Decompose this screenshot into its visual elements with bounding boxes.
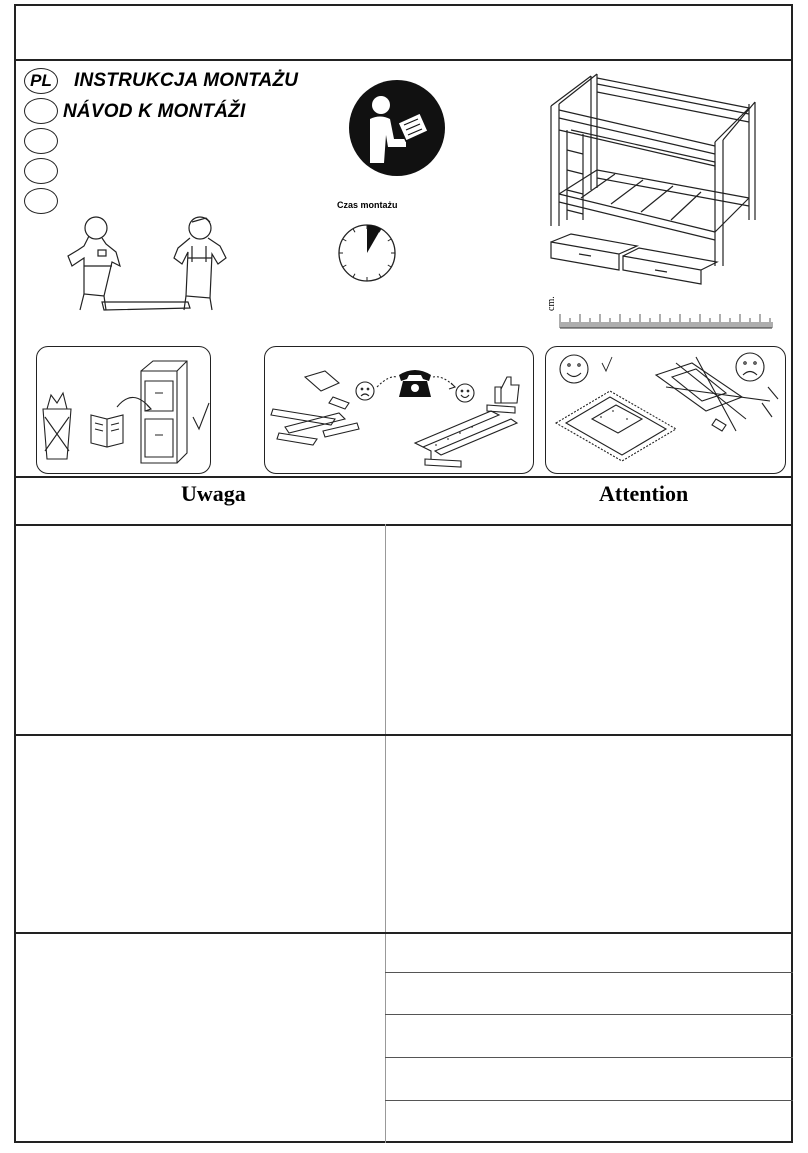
language-badge-empty <box>24 158 58 184</box>
telephone-icon <box>399 370 431 397</box>
left-heading: Uwaga <box>181 481 246 506</box>
section-divider-top <box>16 476 791 478</box>
title-czech: NÁVOD K MONTÁŽI <box>63 101 246 122</box>
row-divider-2 <box>16 932 791 934</box>
panel-protect-floor <box>545 346 786 474</box>
right-heading: Attention <box>599 481 689 506</box>
clock-icon <box>336 222 398 284</box>
row-divider-1 <box>16 734 791 736</box>
language-badge-pl <box>24 68 58 94</box>
ruler-scale <box>546 302 778 332</box>
title-polish: INSTRUKCJA MONTAŻU <box>74 70 299 91</box>
panel-keep-instructions <box>36 346 211 474</box>
bunk-bed-illustration <box>531 70 761 290</box>
protect-floor-illustration <box>546 347 786 474</box>
panel-check-parts <box>264 346 534 474</box>
top-blank-band <box>16 6 791 61</box>
column-separator <box>385 524 386 1143</box>
check-parts-illustration <box>265 347 534 474</box>
language-code: PL <box>30 71 52 90</box>
page-frame <box>14 4 793 1143</box>
two-workers-illustration <box>56 206 236 316</box>
section-divider-headings <box>16 524 791 526</box>
right-row-line <box>385 972 793 973</box>
read-manual-icon <box>348 79 446 177</box>
assembly-time-label: Czas montażu <box>337 200 398 210</box>
right-row-line <box>385 1014 793 1015</box>
ruler-unit-label: cm. <box>546 296 557 311</box>
right-row-line <box>385 1100 793 1101</box>
language-badge-empty <box>24 188 58 214</box>
right-row-line <box>385 1057 793 1058</box>
keep-instructions-illustration <box>37 347 211 474</box>
language-badge-empty <box>24 98 58 124</box>
language-badge-empty <box>24 128 58 154</box>
